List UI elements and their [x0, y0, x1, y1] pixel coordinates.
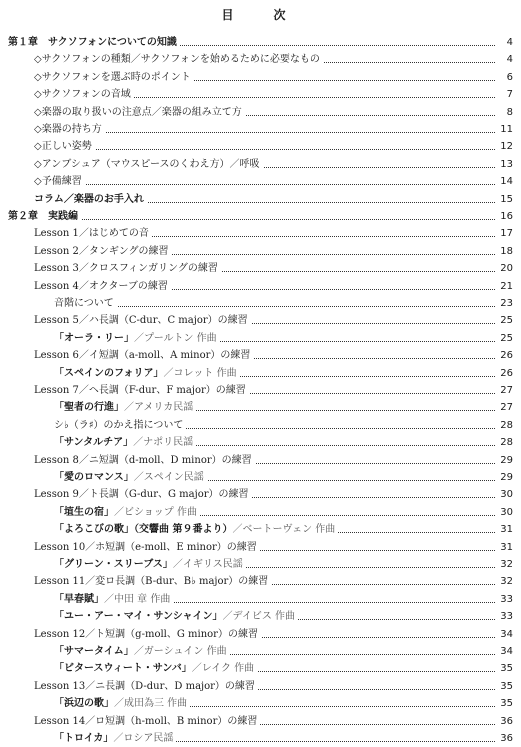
- toc-entry: [0, 105, 521, 121]
- entry-title-text: 第１章 サクソフォンについての知識: [8, 37, 177, 48]
- toc-entry: [0, 174, 521, 190]
- toc-entry: [0, 209, 521, 225]
- toc-entry-title: [34, 244, 172, 260]
- toc-entry-title: [34, 52, 323, 68]
- toc-entry: [0, 731, 521, 747]
- entry-title-text: ◇予備練習: [34, 176, 82, 188]
- toc-entry-title: [54, 400, 196, 416]
- page-number: 36: [495, 731, 513, 747]
- toc-entry: [0, 696, 521, 712]
- toc-entry: [0, 540, 521, 556]
- dot-leader: [34, 149, 495, 150]
- toc-entry-title: [54, 331, 220, 347]
- toc-entry-title: [54, 731, 176, 747]
- entry-title-text: Lesson 1／はじめての音: [34, 228, 149, 240]
- toc-entry: [0, 661, 521, 677]
- toc-entry: [0, 261, 521, 277]
- page-number: 7: [495, 87, 513, 103]
- page-number: 31: [495, 540, 513, 556]
- toc-entry-title: [34, 122, 105, 138]
- entry-title-text: Lesson 2／タンギングの練習: [34, 245, 169, 257]
- toc-entry-title: [34, 313, 251, 329]
- entry-title-text: 「聖者の行進」: [54, 402, 124, 414]
- page-number: 21: [495, 279, 513, 295]
- entry-title-text: Lesson 11／変ロ長調（B-dur、B♭ major）の練習: [34, 576, 269, 588]
- toc-entry: [0, 331, 521, 347]
- page-number: 26: [495, 348, 513, 364]
- page-number: 18: [495, 244, 513, 260]
- toc-entry-title: [8, 35, 180, 51]
- toc-entry: [0, 470, 521, 486]
- page-number: 6: [495, 70, 513, 86]
- toc-entry: [0, 383, 521, 399]
- entry-subtitle-text: ／デイビス 作曲: [222, 611, 296, 623]
- toc-entry-title: [34, 139, 95, 155]
- toc-entry: [0, 122, 521, 138]
- toc-entry-title: [54, 644, 230, 660]
- entry-title-text: Lesson 13／ニ長調（D-dur、D major）の練習: [34, 680, 255, 692]
- page-number: 8: [495, 105, 513, 121]
- toc-entry-title: [54, 661, 257, 677]
- toc-entry: [0, 52, 521, 68]
- entry-title-text: Lesson 14／ロ短調（h-moll、B minor）の練習: [34, 715, 258, 727]
- entry-title-text: ◇サクソフォンを選ぶ時のポイント: [34, 71, 191, 83]
- entry-title-text: 「トロイカ」: [54, 733, 114, 744]
- toc-entry-title: [54, 418, 186, 434]
- entry-subtitle-text: ／ベートーヴェン 作曲: [232, 524, 336, 536]
- entry-subtitle-text: ／ナポリ民謡: [133, 437, 194, 449]
- entry-subtitle-text: ／中田 章 作曲: [104, 593, 171, 605]
- toc-entry-title: [34, 279, 171, 295]
- entry-title-text: Lesson 10／ホ短調（e-moll、E minor）の練習: [34, 541, 257, 553]
- toc-entry-title: [34, 157, 263, 173]
- dot-leader: [54, 306, 495, 307]
- toc-entry: [0, 296, 521, 312]
- page-number: 26: [495, 366, 513, 382]
- entry-title-text: ◇サクソフォンの種類／サクソフォンを始めるために必要なもの: [34, 54, 320, 66]
- page-number: 29: [495, 470, 513, 486]
- toc-entry-title: [8, 209, 81, 225]
- page-number: 25: [495, 331, 513, 347]
- toc-entry-title: [54, 592, 173, 608]
- entry-title-text: 「サマータイム」: [54, 646, 134, 657]
- toc-entry-title: [34, 226, 152, 242]
- entry-subtitle-text: ／レイク 作曲: [191, 663, 255, 675]
- toc-entry-title: [34, 174, 85, 190]
- toc-entry-title: [54, 470, 207, 486]
- toc-entry: [0, 522, 521, 538]
- entry-title-text: 「ユー・アー・マイ・サンシャイン」: [54, 611, 223, 623]
- page-number: 33: [495, 592, 513, 608]
- page-number: 25: [495, 313, 513, 329]
- toc-entry-title: [34, 714, 260, 730]
- dot-leader: [8, 219, 495, 220]
- page-number: 4: [495, 35, 513, 51]
- page-number: 27: [495, 400, 513, 416]
- toc-entry-title: [54, 696, 190, 712]
- toc-entry-title: [34, 348, 253, 364]
- page-number: 4: [495, 52, 513, 68]
- entry-title-text: Lesson 12／ト短調（g-moll、G minor）の練習: [34, 628, 258, 640]
- entry-title-text: Lesson 5／ハ長調（C-dur、C major）の練習: [34, 315, 248, 327]
- page-number: 28: [495, 435, 513, 451]
- entry-title-text: ◇正しい姿勢: [34, 141, 92, 153]
- page-number: 17: [495, 226, 513, 242]
- toc-entry: [0, 505, 521, 521]
- page-number: 35: [495, 661, 513, 677]
- toc-entry-title: [34, 87, 134, 103]
- toc-entry-title: [34, 487, 252, 503]
- toc-entry: [0, 35, 521, 51]
- page-number: 30: [495, 505, 513, 521]
- toc-entry: [0, 592, 521, 608]
- page-number: 30: [495, 487, 513, 503]
- toc-entry-title: [34, 192, 147, 208]
- page-number: 12: [495, 139, 513, 155]
- entry-title-text: 第２章 実践編: [8, 211, 78, 222]
- page-number: 27: [495, 383, 513, 399]
- page-number: 35: [495, 679, 513, 695]
- toc-entry-title: [34, 574, 271, 590]
- page-number: 13: [495, 157, 513, 173]
- toc-entry-title: [54, 435, 196, 451]
- toc-entry: [0, 400, 521, 416]
- toc-entry-title: [54, 609, 298, 625]
- entry-title-text: Lesson 7／ヘ長調（F-dur、F major）の練習: [34, 385, 246, 396]
- entry-title-text: Lesson 4／オクターブの練習: [34, 280, 168, 292]
- entry-title-text: Lesson 8／ニ短調（d-moll、D minor）の練習: [34, 454, 252, 466]
- toc-entry-title: [34, 453, 255, 469]
- toc-entry: [0, 366, 521, 382]
- toc-entry: [0, 453, 521, 469]
- toc-entry-title: [34, 383, 249, 399]
- entry-title-text: Lesson 3／クロスフィンガリングの練習: [34, 263, 218, 275]
- page-number: 33: [495, 609, 513, 625]
- toc-entry: [0, 557, 521, 573]
- toc-entry: [0, 70, 521, 86]
- toc-entry: [0, 418, 521, 434]
- page-number: 15: [495, 192, 513, 208]
- entry-title-text: 「ビタースウィート・サンバ」: [54, 663, 192, 675]
- entry-title-text: 音階について: [54, 298, 114, 309]
- toc-entry-title: [54, 505, 200, 521]
- entry-subtitle-text: ／コレット 作曲: [163, 367, 237, 379]
- toc-entry-title: [34, 70, 194, 86]
- toc-entry: [0, 87, 521, 103]
- page-number: 34: [495, 627, 513, 643]
- entry-title-text: ◇サクソフォンの音域: [34, 89, 131, 101]
- toc-entry-title: [34, 627, 261, 643]
- page-number: 31: [495, 522, 513, 538]
- toc-entry: [0, 644, 521, 660]
- page-number: 20: [495, 261, 513, 277]
- toc-entry: [0, 226, 521, 242]
- page-number: 28: [495, 418, 513, 434]
- entry-title-text: Lesson 9／ト長調（G-dur、G major）の練習: [34, 489, 249, 501]
- page-number: 35: [495, 696, 513, 712]
- entry-title-text: 「埴生の宿」: [54, 506, 114, 518]
- page-number: 29: [495, 453, 513, 469]
- entry-subtitle-text: ／イギリス民謡: [172, 559, 243, 570]
- entry-title-text: 「浜辺の歌」: [54, 698, 114, 710]
- toc-entry: [0, 435, 521, 451]
- entry-subtitle-text: ／成田為三 作曲: [114, 698, 188, 710]
- page-title: 目 次: [221, 8, 300, 22]
- page-number: 11: [495, 122, 513, 138]
- toc-entry: [0, 679, 521, 695]
- toc-entry: [0, 574, 521, 590]
- entry-title-text: 「よろこびの歌」（交響曲 第９番より）: [54, 524, 233, 536]
- entry-subtitle-text: ／ガーシュイン 作曲: [133, 646, 227, 657]
- entry-title-text: コラム／楽器のお手入れ: [34, 193, 144, 205]
- entry-title-text: ◇楽器の取り扱いの注意点／楽器の組み立て方: [34, 106, 242, 118]
- toc-entry-title: [54, 366, 240, 382]
- toc-entry-title: [34, 261, 221, 277]
- toc-entry-title: [54, 557, 246, 573]
- toc-entry: [0, 157, 521, 173]
- toc-entry-title: [54, 296, 117, 312]
- toc-entry: [0, 609, 521, 625]
- toc-entry-title: [34, 679, 258, 695]
- entry-title-text: 「オーラ・リー」: [54, 332, 134, 344]
- entry-title-text: 「スペインのフォリア」: [54, 367, 164, 379]
- toc-entry: [0, 714, 521, 730]
- toc-entry: [0, 279, 521, 295]
- entry-title-text: 「早春賦」: [54, 593, 104, 605]
- entry-title-text: ◇楽器の持ち方: [34, 124, 102, 135]
- entry-subtitle-text: ／アメリカ民謡: [124, 402, 194, 414]
- entry-title-text: 「サンタルチア」: [54, 437, 134, 449]
- page-number: 36: [495, 714, 513, 730]
- toc-entry-title: [54, 522, 338, 538]
- toc-entry-title: [34, 540, 260, 556]
- entry-title-text: シ♭（ラ♯）のかえ指について: [54, 419, 184, 431]
- entry-title-text: Lesson 6／イ短調（a-moll、A minor）の練習: [34, 350, 251, 362]
- toc-entry: [0, 244, 521, 260]
- entry-subtitle-text: ／スペイン民謡: [133, 472, 204, 483]
- dot-leader: [34, 184, 495, 185]
- toc-entry: [0, 313, 521, 329]
- page-number: 16: [495, 209, 513, 225]
- page-number: 34: [495, 644, 513, 660]
- toc-entry: [0, 487, 521, 503]
- page-number: 32: [495, 557, 513, 573]
- toc-entry: [0, 139, 521, 155]
- page-number: 32: [495, 574, 513, 590]
- entry-title-text: 「グリーン・スリーブス」: [54, 559, 173, 570]
- toc-entry: [0, 348, 521, 364]
- page-number: 14: [495, 174, 513, 190]
- entry-subtitle-text: ／ロシア民謡: [113, 733, 174, 744]
- toc-entry: [0, 192, 521, 208]
- entry-subtitle-text: ／ビショップ 作曲: [114, 506, 197, 518]
- entry-subtitle-text: ／プールトン 作曲: [134, 332, 217, 344]
- page-number: 23: [495, 296, 513, 312]
- entry-title-text: ◇アンブシュア（マウスピースのくわえ方）／呼吸: [34, 158, 260, 170]
- entry-title-text: 「愛のロマンス」: [54, 472, 134, 483]
- toc-entry: [0, 627, 521, 643]
- toc-entry-title: [34, 105, 245, 121]
